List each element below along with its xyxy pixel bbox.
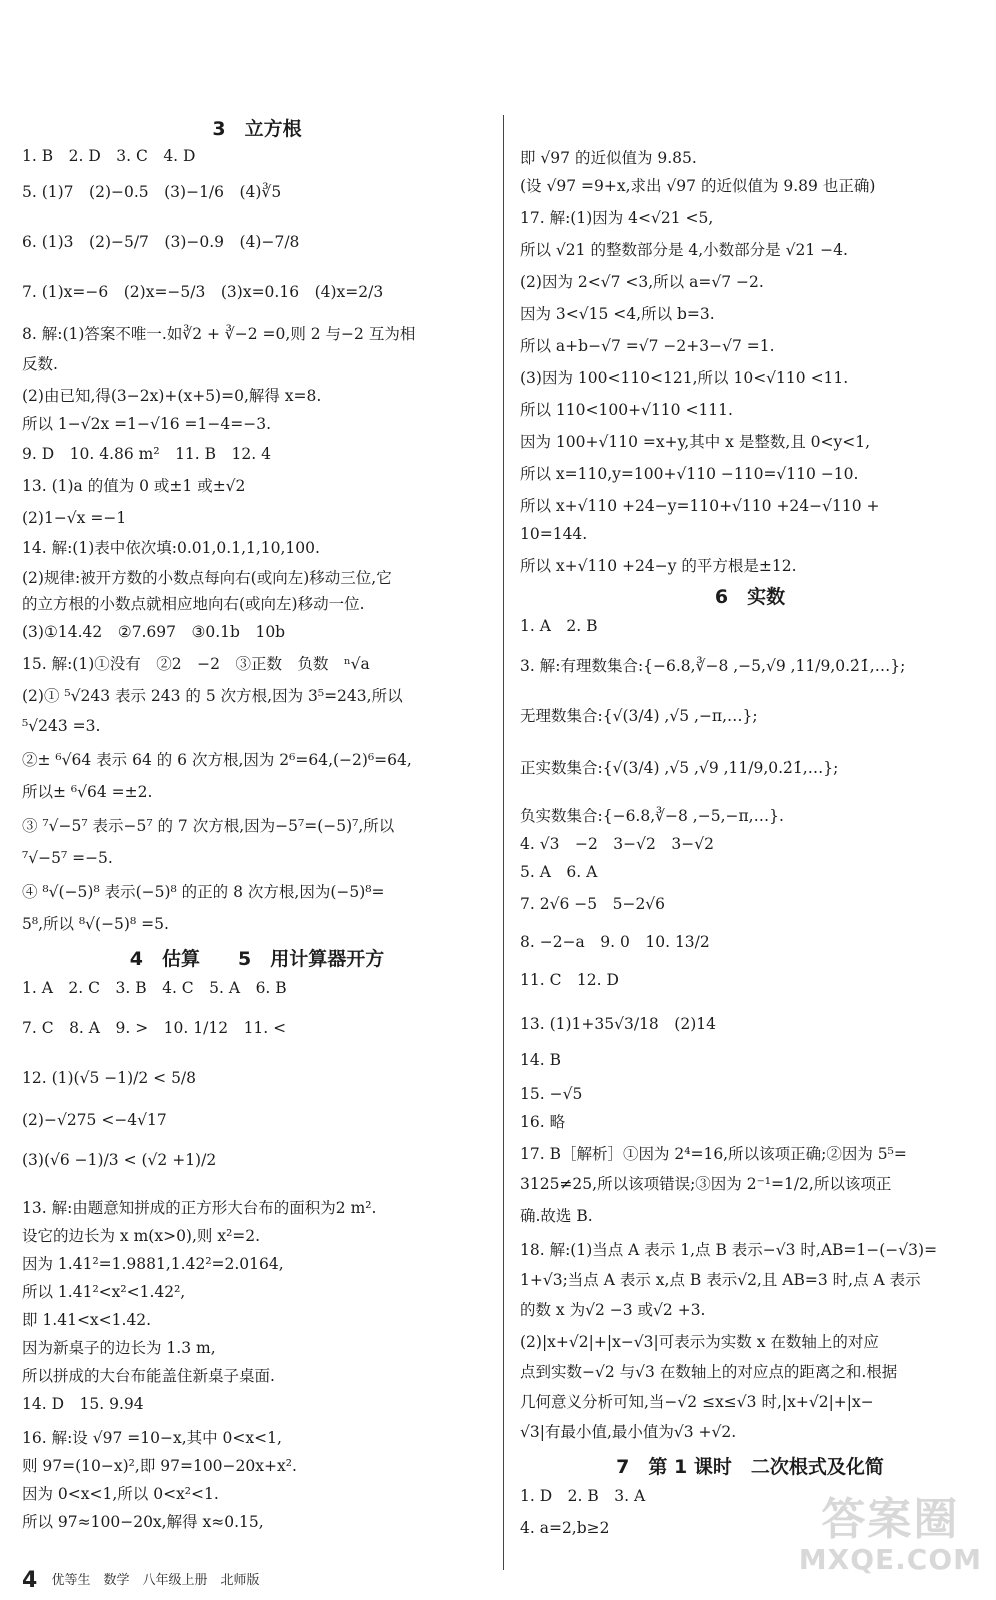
answer-line: 13. 解:由题意知拼成的正方形大台布的面积为2 m². [22,1199,377,1217]
answer-line: 13. (1)a 的值为 0 或±1 或±√2 [22,477,246,495]
answer-line: 3125≠25,所以该项错误;③因为 2⁻¹=1/2,所以该项正 [520,1175,892,1193]
answer-line: 16. 略 [520,1113,566,1131]
answer-line: 4. √3 −2 3−√2 3−√2 [520,835,714,853]
section-heading: 7 第 1 课时 二次根式及化简 [616,1456,884,1478]
answer-line: (设 √97 =9+x,求出 √97 的近似值为 9.89 也正确) [520,177,876,195]
book-title: 优等生 数学 八年级上册 北师版 [51,1573,260,1588]
answer-line: ⁵√243 =3. [22,717,101,735]
answer-line: 7. (1)x=−6 (2)x=−5/3 (3)x=0.16 (4)x=2/3 [22,283,384,301]
answer-line: 几何意义分析可知,当−√2 ≤x≤√3 时,|x+√2|+|x− [520,1393,874,1411]
answer-line: 1. A 2. C 3. B 4. C 5. A 6. B [22,979,287,997]
answer-line: (2)−√275 <−4√17 [22,1111,167,1129]
answer-line: 1. D 2. B 3. A [520,1487,646,1505]
answer-line: (3)(√6 −1)/3 < (√2 +1)/2 [22,1151,217,1169]
answer-line: ②± ⁶√64 表示 64 的 6 次方根,因为 2⁶=64,(−2)⁶=64, [22,751,412,769]
answer-line: 1. B 2. D 3. C 4. D [22,147,196,165]
answer-line: 点到实数−√2 与√3 在数轴上的对应点的距离之和.根据 [520,1363,898,1381]
watermark-logo-text: 答案圈 [821,1494,960,1545]
answer-line: 6. (1)3 (2)−5/7 (3)−0.9 (4)−7/8 [22,233,300,251]
answer-line: 因为新桌子的边长为 1.3 m, [22,1339,216,1357]
answer-line: 14. 解:(1)表中依次填:0.01,0.1,1,10,100. [22,539,320,557]
answer-line: (2)由已知,得(3−2x)+(x+5)=0,解得 x=8. [22,387,322,405]
answer-line: 7. 2√6 −5 5−2√6 [520,895,666,913]
answer-line: 15. −√5 [520,1085,583,1103]
answer-line: 7. C 8. A 9. > 10. 1/12 11. < [22,1019,287,1037]
answer-line: 所以 97≈100−20x,解得 x≈0.15, [22,1513,264,1531]
column-divider [503,115,504,1570]
section-heading: 6 实数 [714,586,786,608]
answer-line: 即 1.41<x<1.42. [22,1311,152,1329]
answer-line: 14. D 15. 9.94 [22,1395,144,1413]
answer-line: 8. 解:(1)答案不唯一.如∛2 + ∛−2 =0,则 2 与−2 互为相 [22,325,416,343]
answer-line: 12. (1)(√5 −1)/2 < 5/8 [22,1069,197,1087]
answer-line: 正实数集合:{√(3/4) ,√5 ,√9 ,11/9,0.2̇1̇,…}; [520,759,839,777]
watermark [798,1494,982,1576]
answer-line: (2)|x+√2|+|x−√3|可表示为实数 x 在数轴上的对应 [520,1333,879,1351]
answer-line: 1. A 2. B [520,617,598,635]
answer-line: 13. (1)1+35√3/18 (2)14 [520,1015,716,1033]
answer-line: 14. B [520,1051,561,1069]
answer-line: (2)因为 2<√7 <3,所以 a=√7 −2. [520,273,764,291]
answer-line: 17. B［解析］①因为 2⁴=16,所以该项正确;②因为 5⁵= [520,1145,907,1163]
answer-line: ⁷√−5⁷ =−5. [22,849,113,867]
answer-line: 的数 x 为√2 −3 或√2 +3. [520,1301,706,1319]
answer-line: 5. (1)7 (2)−0.5 (3)−1/6 (4)∛5 [22,183,282,201]
answer-line: 确.故选 B. [520,1207,593,1225]
answer-line: 3. 解:有理数集合:{−6.8,∛−8 ,−5,√9 ,11/9,0.2̇1̇,…}; [520,657,906,675]
answer-line: 因为 100+√110 =x+y,其中 x 是整数,且 0<y<1, [520,433,871,451]
answer-line: √3|有最小值,最小值为√3 +√2. [520,1423,737,1441]
answer-line: 所以 1−√2x =1−√16 =1−4=−3. [22,415,272,433]
answer-line: 则 97=(10−x)²,即 97=100−20x+x². [22,1457,297,1475]
answer-line: 因为 1.41²=1.9881,1.42²=2.0164, [22,1255,284,1273]
answer-line: 5⁸,所以 ⁸√(−5)⁸ =5. [22,915,169,933]
answer-line: 负实数集合:{−6.8,∛−8 ,−5,−π,…}. [520,807,784,825]
page-number: 4 [22,1568,38,1593]
watermark-url: MXQE.COM [798,1543,982,1576]
answer-line: (3)①14.42 ②7.697 ③0.1b 10b [22,623,286,641]
answer-line: (3)因为 100<110<121,所以 10<√110 <11. [520,369,849,387]
answer-line: 18. 解:(1)当点 A 表示 1,点 B 表示−√3 时,AB=1−(−√3)= [520,1241,938,1259]
section-heading: 3 立方根 [212,118,302,140]
answer-line: 因为 0<x<1,所以 0<x²<1. [22,1485,219,1503]
answer-line: ③ ⁷√−5⁷ 表示−5⁷ 的 7 次方根,因为−5⁷=(−5)⁷,所以 [22,817,395,835]
answer-line: 设它的边长为 x m(x>0),则 x²=2. [22,1227,261,1245]
answer-line: 8. −2−a 9. 0 10. 13/2 [520,933,710,951]
answer-line: 所以 x+√110 +24−y 的平方根是±12. [520,557,797,575]
answer-line: 所以 110<100+√110 <111. [520,401,733,419]
answer-line: 所以 x=110,y=100+√110 −110=√110 −10. [520,465,859,483]
answer-line: 4. a=2,b≥2 [520,1519,610,1537]
answer-line: 所以 1.41²<x²<1.42², [22,1283,186,1301]
answer-line: (2)① ⁵√243 表示 243 的 5 次方根,因为 3⁵=243,所以 [22,687,403,705]
answer-line: 所以 x+√110 +24−y=110+√110 +24−√110 + [520,497,880,515]
answer-line: (2)1−√x =−1 [22,509,127,527]
answer-line: 无理数集合:{√(3/4) ,√5 ,−π,…}; [520,707,758,725]
answer-line: 1+√3;当点 A 表示 x,点 B 表示√2,且 AB=3 时,点 A 表示 [520,1271,921,1289]
answer-line: 因为 3<√15 <4,所以 b=3. [520,305,715,323]
answer-line: 的立方根的小数点就相应地向右(或向左)移动一位. [22,595,365,613]
answer-line: 11. C 12. D [520,971,619,989]
answer-line: 15. 解:(1)①没有 ②2 −2 ③正数 负数 ⁿ√a [22,655,370,673]
answer-line: 所以拼成的大台布能盖住新桌子桌面. [22,1367,275,1385]
answer-line: (2)规律:被开方数的小数点每向右(或向左)移动三位,它 [22,569,392,587]
answer-line: 即 √97 的近似值为 9.85. [520,149,697,167]
answer-line: 5. A 6. A [520,863,598,881]
answer-line: 所以 a+b−√7 =√7 −2+3−√7 =1. [520,337,775,355]
answer-line: 9. D 10. 4.86 m² 11. B 12. 4 [22,445,271,463]
answer-line: 反数. [22,355,58,373]
answer-line: 10=144. [520,525,588,543]
answer-line: 所以 √21 的整数部分是 4,小数部分是 √21 −4. [520,241,848,259]
answer-line: ④ ⁸√(−5)⁸ 表示(−5)⁸ 的正的 8 次方根,因为(−5)⁸= [22,883,385,901]
answer-line: 16. 解:设 √97 =10−x,其中 0<x<1, [22,1429,282,1447]
answer-line: 17. 解:(1)因为 4<√21 <5, [520,209,714,227]
answer-line: 所以± ⁶√64 =±2. [22,783,153,801]
page-footer [22,1568,259,1593]
section-heading: 4 估算 5 用计算器开方 [129,948,385,970]
